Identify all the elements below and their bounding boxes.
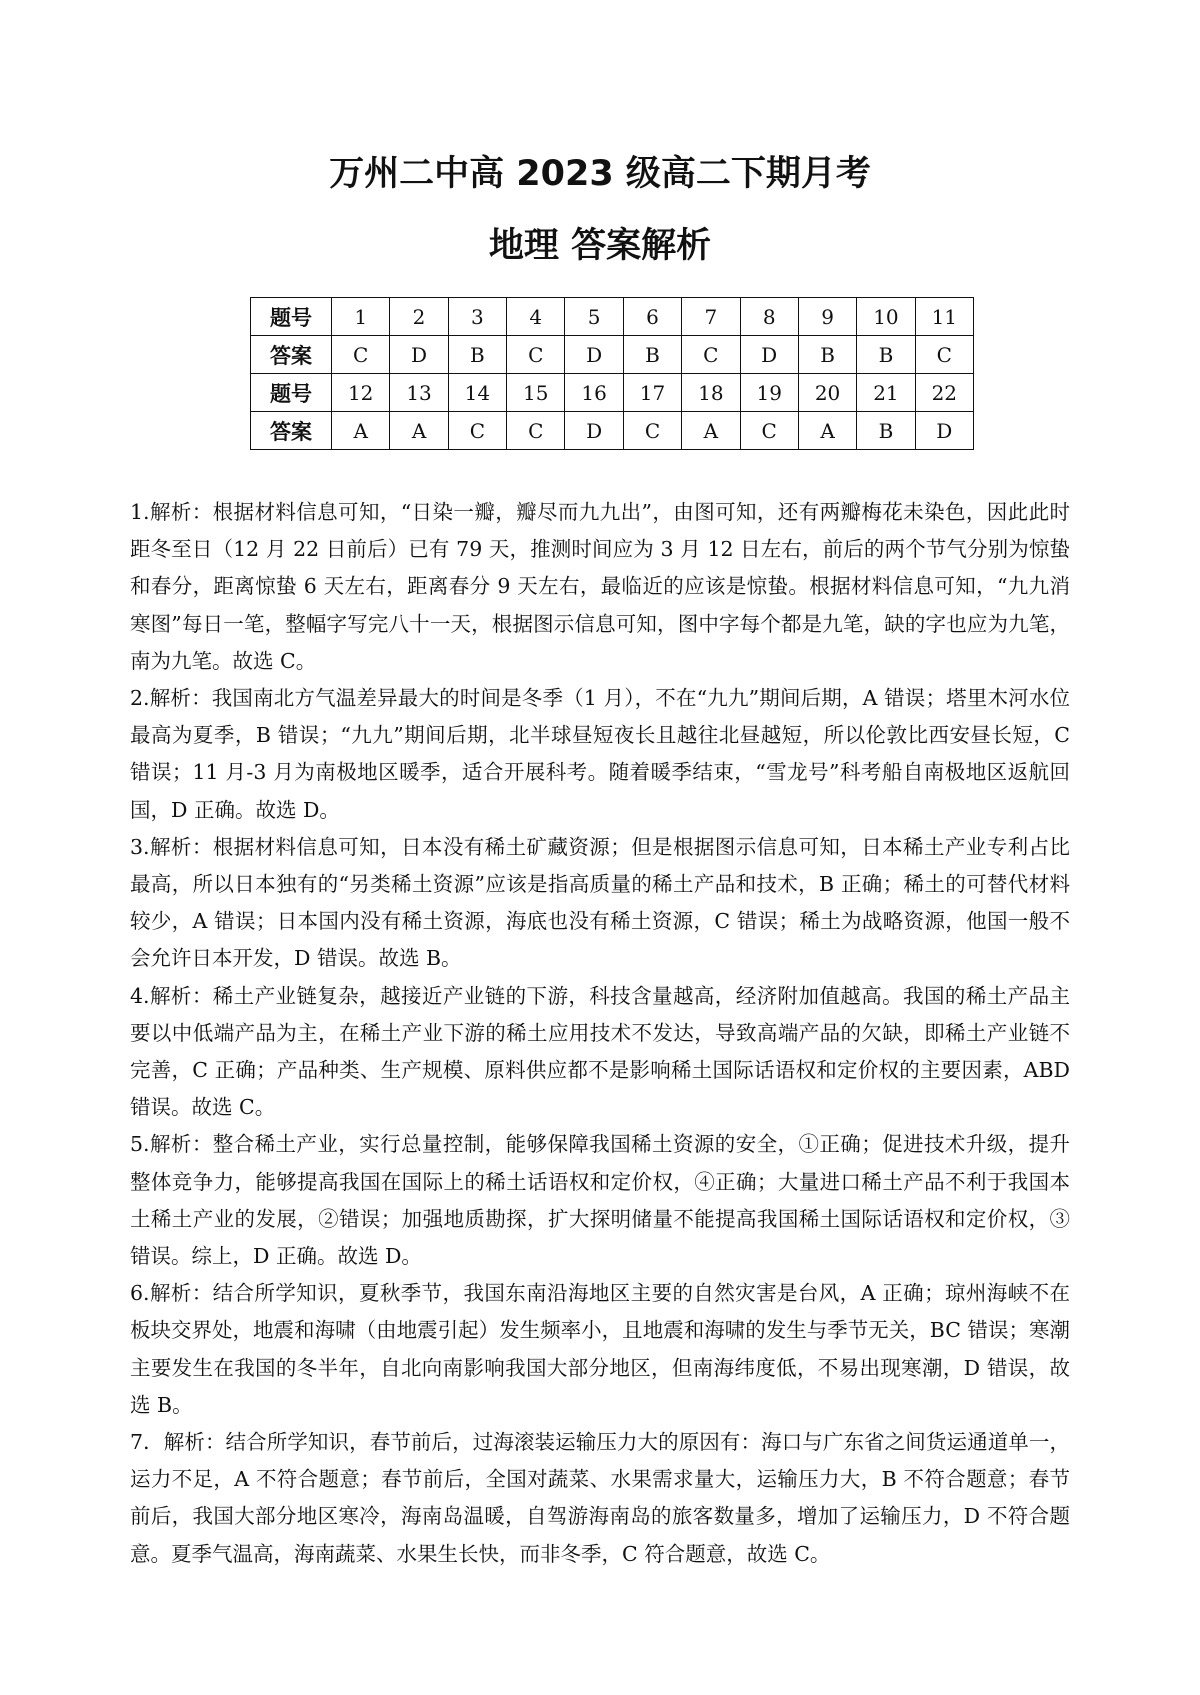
table-cell: C: [507, 412, 565, 450]
table-cell: 17: [623, 374, 681, 412]
table-row: [251, 374, 974, 412]
answer-table: [250, 297, 974, 450]
table-cell: D: [565, 336, 623, 374]
explanation-paragraph: 7．解析：结合所学知识，春节前后，过海滚装运输压力大的原因有：海口与广东省之间货运通道单一，运力不足，A 不符合题意；春节前后，全国对蔬菜、水果需求量大，运输压力大，B 不符合题意；春节前后，我国大部分地区寒冷，海南岛温暖，自驾游海南岛的旅客数量多，增加了运输压力，D 不符合题意。夏季气温高，海南蔬菜、水果生长快，而非冬季，C 符合题意，故选 C。: [130, 1430, 1070, 1566]
table-cell: 12: [332, 374, 390, 412]
table-cell: D: [915, 412, 973, 450]
table-cell: 1: [332, 298, 390, 336]
table-cell: 15: [507, 374, 565, 412]
table-cell: 3: [448, 298, 506, 336]
explanation-paragraph: 6.解析：结合所学知识，夏秋季节，我国东南沿海地区主要的自然灾害是台风，A 正确；琼州海峡不在板块交界处，地震和海啸（由地震引起）发生频率小，且地震和海啸的发生与季节无关，BC 错误；寒潮主要发生在我国的冬半年，自北向南影响我国大部分地区，但南海纬度低，不易出现寒潮，D 错误，故选 B。: [130, 1281, 1070, 1417]
table-cell: B: [798, 336, 856, 374]
table-cell: 2: [390, 298, 448, 336]
table-cell: B: [623, 336, 681, 374]
table-cell: C: [332, 336, 390, 374]
table-cell: C: [740, 412, 798, 450]
table-cell: B: [857, 412, 915, 450]
explanation-paragraph: 5.解析：整合稀土产业，实行总量控制，能够保障我国稀土资源的安全，①正确；促进技术升级，提升整体竞争力，能够提高我国在国际上的稀土话语权和定价权，④正确；大量进口稀土产品不利于我国本土稀土产业的发展，②错误；加强地质勘探，扩大探明储量不能提高我国稀土国际话语权和定价权，③错误。综上，D 正确。故选 D。: [130, 1132, 1070, 1269]
table-cell: 4: [507, 298, 565, 336]
table-cell: 7: [682, 298, 740, 336]
table-cell: A: [390, 412, 448, 450]
explanation-paragraph: 3.解析：根据材料信息可知，日本没有稀土矿藏资源；但是根据图示信息可知，日本稀土产业专利占比最高，所以日本独有的“另类稀土资源”应该是指高质量的稀土产品和技术，B 正确；稀土的可替代材料较少，A 错误；日本国内没有稀土资源，海底也没有稀土资源，C 错误；稀土为战略资源，他国一般不会允许日本开发，D 错误。故选 B。: [130, 834, 1070, 971]
table-cell: 21: [857, 374, 915, 412]
table-cell: B: [857, 336, 915, 374]
document-title: 万州二中高 2023 级高二下期月考: [329, 154, 871, 194]
table-cell: C: [507, 336, 565, 374]
table-cell: A: [332, 412, 390, 450]
table-cell: A: [682, 412, 740, 450]
table-cell: 8: [740, 298, 798, 336]
table-cell: 22: [915, 374, 973, 412]
table-cell: 13: [390, 374, 448, 412]
table-cell: D: [740, 336, 798, 374]
row-label: 答案: [251, 336, 332, 374]
explanation-paragraph: 4.解析：稀土产业链复杂，越接近产业链的下游，科技含量越高，经济附加值越高。我国的稀土产品主要以中低端产品为主，在稀土产业下游的稀土应用技术不发达，导致高端产品的欠缺，即稀土产业链不完善，C 正确；产品种类、生产规模、原料供应都不是影响稀土国际话语权和定价权的主要因素，ABD 错误。故选 C。: [130, 983, 1070, 1120]
table-cell: 14: [448, 374, 506, 412]
row-label: 题号: [251, 298, 332, 336]
table-cell: 20: [798, 374, 856, 412]
row-label: 题号: [251, 374, 332, 412]
table-cell: 19: [740, 374, 798, 412]
table-row: [251, 412, 974, 450]
row-label: 答案: [251, 412, 332, 450]
table-cell: C: [682, 336, 740, 374]
table-cell: 10: [857, 298, 915, 336]
table-cell: 9: [798, 298, 856, 336]
table-cell: 16: [565, 374, 623, 412]
table-cell: 6: [623, 298, 681, 336]
table-cell: D: [565, 412, 623, 450]
table-cell: C: [915, 336, 973, 374]
table-cell: 18: [682, 374, 740, 412]
table-row: [251, 298, 974, 336]
table-cell: 11: [915, 298, 973, 336]
explanation-paragraph: 2.解析：我国南北方气温差异最大的时间是冬季（1 月），不在“九九”期间后期，A 错误；塔里木河水位最高为夏季，B 错误；“九九”期间后期，北半球昼短夜长且越往北昼越短，所以伦敦比西安昼长短，C 错误；11 月-3 月为南极地区暖季，适合开展科考。随着暖季结束，“雪龙号”科考船自南极地区返航回国，D 正确。故选 D。: [130, 686, 1070, 822]
table-cell: B: [448, 336, 506, 374]
table-row: [251, 336, 974, 374]
table-cell: C: [623, 412, 681, 450]
explanation-paragraph: 1.解析：根据材料信息可知，“日染一瓣，瓣尽而九九出”，由图可知，还有两瓣梅花未染色，因此此时距冬至日（12 月 22 日前后）已有 79 天，推测时间应为 3 月 12 日左右，前后的两个节气分别为惊蛰和春分，距离惊蛰 6 天左右，距离春分 9 天左右，最临近的应该是惊蛰。根据材料信息可知，“九九消寒图”每日一笔，整幅字写完八十一天，根据图示信息可知，图中字每个都是九笔，缺的字也应为九笔，南为九笔。故选 C。: [130, 500, 1070, 673]
explanations-section: [130, 494, 1070, 1573]
table-cell: C: [448, 412, 506, 450]
table-cell: D: [390, 336, 448, 374]
table-cell: 5: [565, 298, 623, 336]
document-subtitle: 地理 答案解析: [488, 226, 712, 266]
table-cell: A: [798, 412, 856, 450]
